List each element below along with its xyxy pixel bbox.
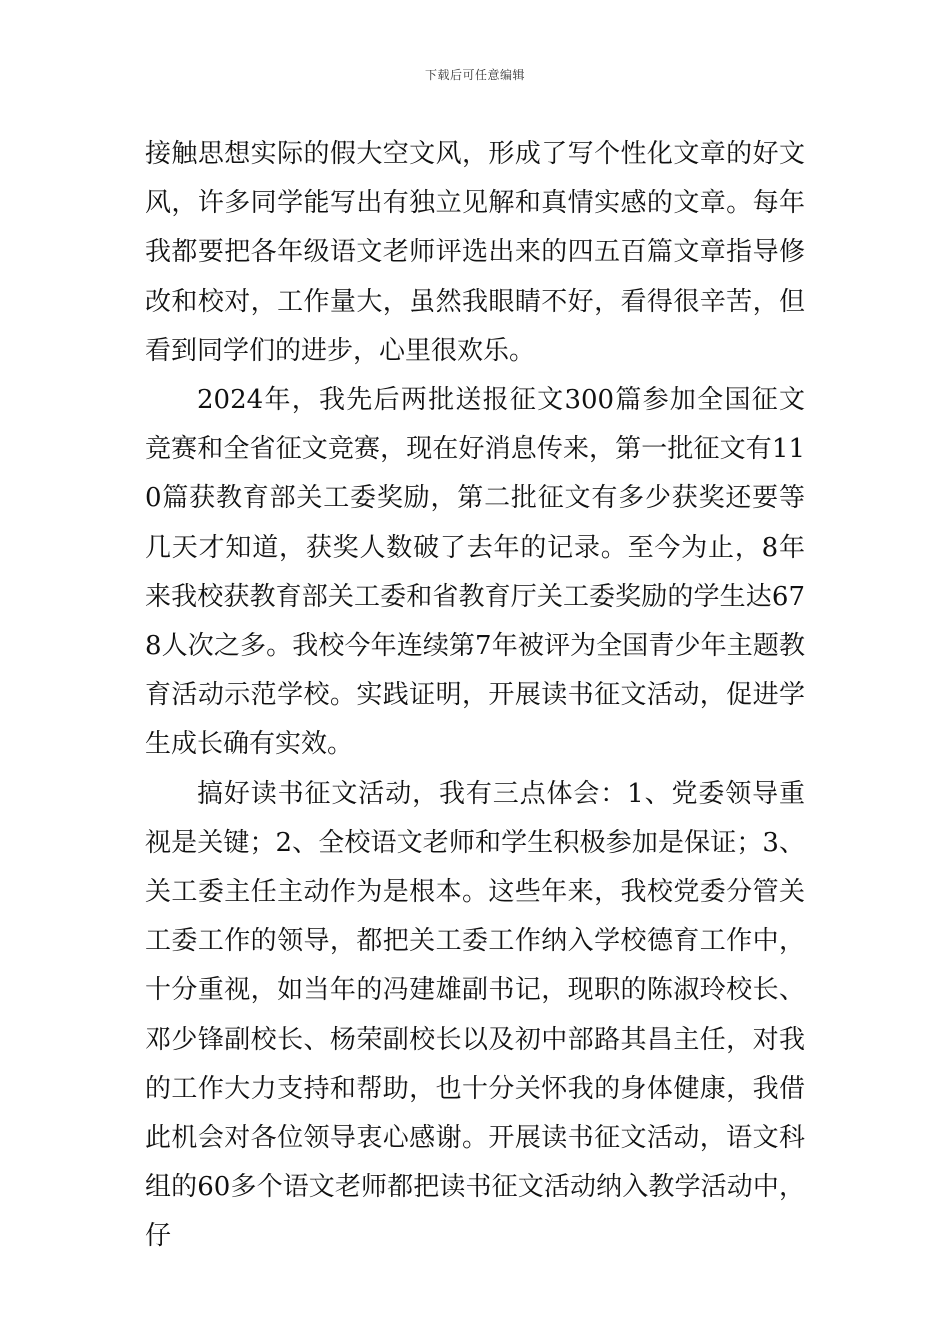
page-header: 下载后可任意编辑 xyxy=(424,68,525,82)
paragraph-2: 2024年，我先后两批送报征文300篇参加全国征文竞赛和全省征文竞赛，现在好消息传来，第一批征文有110篇获教育部关工委奖励，第二批征文有多少获奖还要等几天才知道，获奖人数破了去年的记录。至今为止，8年来我校获教育部关工委和省教育厅关工委奖励的学生达678人次之多。我校今年连续第7年被评为全国青少年主题教育活动示范学校。实践证明，开展读书征文活动，促进学生成长确有实效。 xyxy=(145,385,805,760)
paragraph-3: 搞好读书征文活动，我有三点体会：1、党委领导重视是关键；2、全校语文老师和学生积极参加是保证；3、关工委主任主动作为是根本。这些年来，我校党委分管关工委工作的领导，都把关工委工作纳入学校德育工作中，十分重视，如当年的冯建雄副书记，现职的陈淑玲校长、邓少锋副校长、杨荣副校长以及初中部路其昌主任，对我的工作大力支持和帮助，也十分关怀我的身体健康，我借此机会对各位领导衷心感谢。开展读书征文活动，语文科组的60多个语文老师都把读书征文活动纳入教学活动中，仔 xyxy=(145,778,805,1252)
paragraph-1: 接触思想实际的假大空文风，形成了写个性化文章的好文风，许多同学能写出有独立见解和真情实感的文章。每年我都要把各年级语文老师评选出来的四五百篇文章指导修改和校对，工作量大，虽然我眼睛不好，看得很辛苦，但看到同学们的进步，心里很欢乐。 xyxy=(145,139,805,366)
document-body xyxy=(145,130,805,1262)
